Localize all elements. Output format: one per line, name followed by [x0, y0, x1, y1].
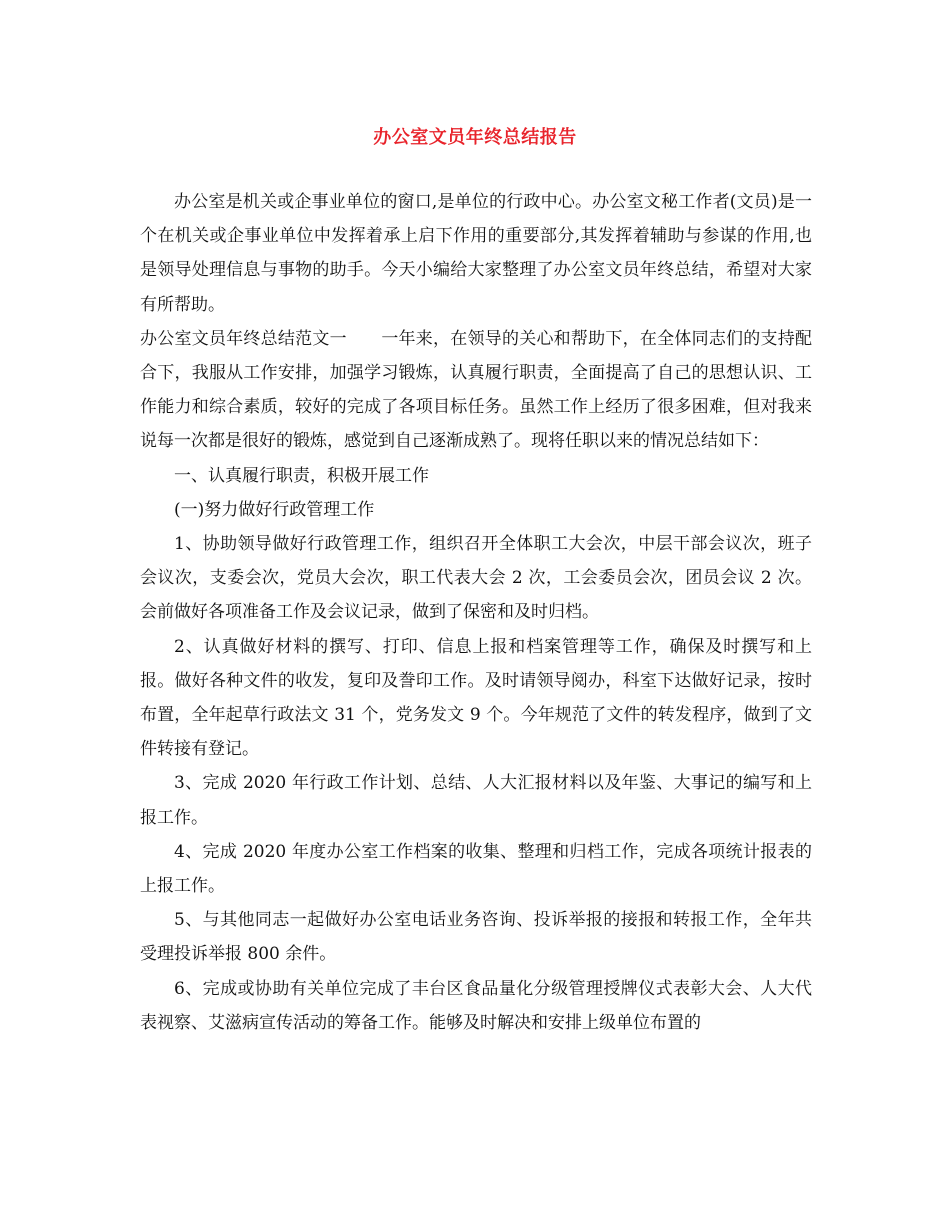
list-item: 6、完成或协助有关单位完成了丰台区食品量化分级管理授牌仪式表彰大会、人大代表视察、艾滋病宣传活动的筹备工作。能够及时解决和安排上级单位布置的 [140, 978, 812, 1033]
section-heading: 一、认真履行职责，积极开展工作 [174, 465, 429, 486]
paragraph-intro: 办公室是机关或企事业单位的窗口,是单位的行政中心。办公室文秘工作者(文员)是一个在机关或企事业单位中发挥着承上启下作用的重要部分,其发挥着辅助与参谋的作用,也是领导处理信息与事物的助手。今天小编给大家整理了办公室文员年终总结，希望对大家有所帮助。 [140, 192, 812, 315]
list-item: 5、与其他同志一起做好办公室电话业务咨询、投诉举报的接报和转报工作，全年共受理投诉举报 800 余件。 [140, 910, 812, 965]
document-body [140, 185, 812, 1040]
document-title: 办公室文员年终总结报告 [373, 127, 577, 148]
paragraph-sample-one: 办公室文员年终总结范文一 一年来，在领导的关心和帮助下，在全体同志们的支持配合下，我服从工作安排，加强学习锻炼，认真履行职责，全面提高了自己的思想认识、工作能力和综合素质，较好的完成了各项目标任务。虽然工作上经历了很多困难，但对我来说每一次都是很好的锻炼，感觉到自己逐渐成熟了。现将任职以来的情况总结如下： [140, 328, 812, 452]
subsection-heading: (一)努力做好行政管理工作 [174, 499, 375, 520]
list-item: 4、完成 2020 年度办公室工作档案的收集、整理和归档工作，完成各项统计报表的上报工作。 [140, 841, 812, 897]
list-item: 3、完成 2020 年行政工作计划、总结、人大汇报材料以及年鉴、大事记的编写和上报工作。 [140, 773, 812, 828]
list-item: 2、认真做好材料的撰写、打印、信息上报和档案管理等工作，确保及时撰写和上报。做好各种文件的收发，复印及誊印工作。及时请领导阅办，科室下达做好记录，按时布置，全年起草行政法文 31 个，党务发文 9 个。今年规范了文件的转发程序，做到了文件转接有登记。 [140, 636, 812, 760]
list-item: 1、协助领导做好行政管理工作，组织召开全体职工大会次，中层干部会议次，班子会议次，支委会次，党员大会次，职工代表大会 2 次，工会委员会次，团员会议 2 次。会前做好各项准备工作及会议记录，做到了保密和及时归档。 [140, 534, 812, 623]
